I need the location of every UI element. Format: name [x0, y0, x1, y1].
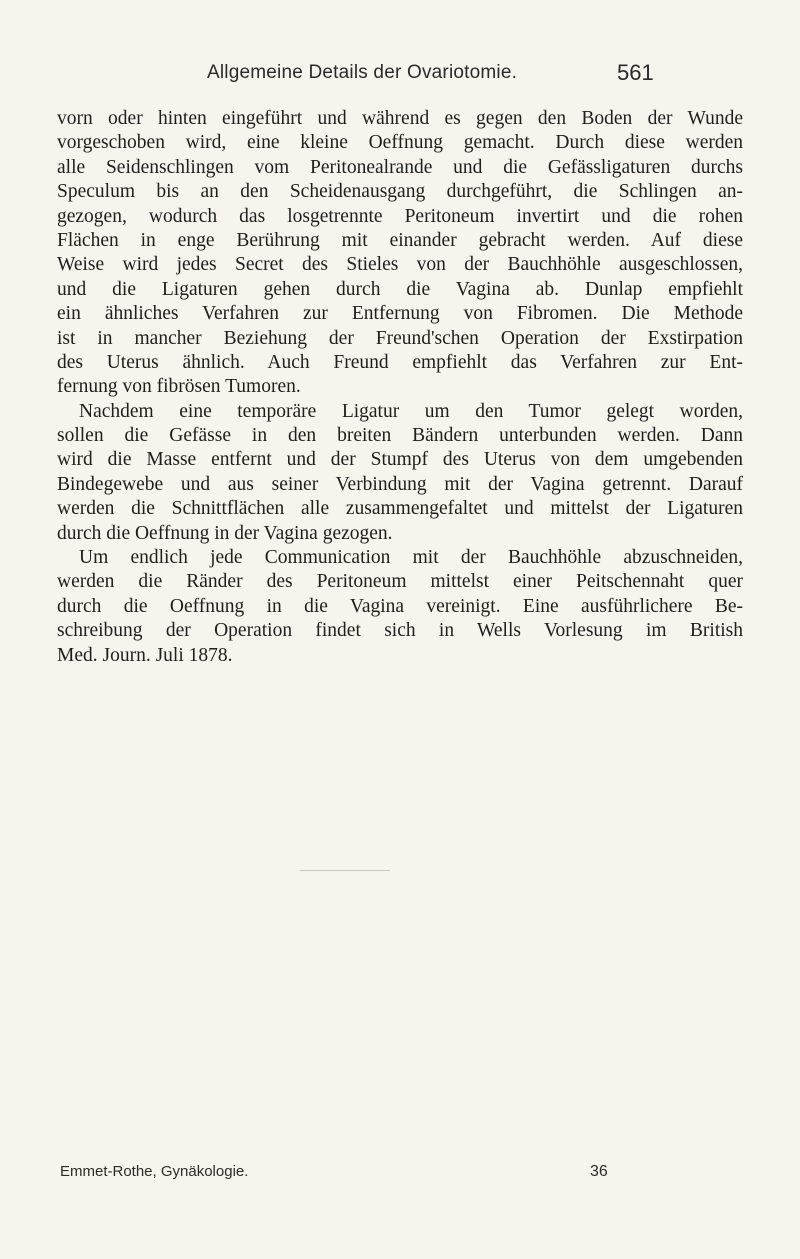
text-line: durch die Oeffnung in der Vagina gezogen.: [57, 522, 393, 544]
text-line: alle Seidenschlingen vom Peritonealrande und die Gefässligaturen durchs: [57, 156, 743, 178]
running-title: Allgemeine Details der Ovariotomie.: [207, 62, 518, 83]
text-line: des Uterus ähnlich. Auch Freund empfiehlt das Verfahren zur Ent-: [57, 351, 743, 373]
faint-rule: [300, 870, 390, 871]
text-line: vorgeschoben wird, eine kleine Oeffnung gemacht. Durch diese werden: [57, 132, 743, 154]
text-line: Bindegewebe und aus seiner Verbindung mit der Vagina getrennt. Darauf: [57, 473, 743, 495]
running-head: [0, 62, 800, 92]
text-line: ist in mancher Beziehung der Freund'schen Operation der Exstirpation: [57, 327, 743, 349]
text-line: und die Ligaturen gehen durch die Vagina ab. Dunlap empfiehlt: [57, 278, 743, 300]
text-line: Nachdem eine temporäre Ligatur um den Tumor gelegt worden,: [79, 400, 743, 422]
page-number: 561: [617, 60, 654, 85]
signature-mark: 36: [590, 1163, 608, 1180]
text-line: gezogen, wodurch das losgetrennte Peritoneum invertirt und die rohen: [57, 205, 743, 227]
text-line: Flächen in enge Berührung mit einander gebracht werden. Auf diese: [57, 229, 743, 251]
text-line: vorn oder hinten eingeführt und während es gegen den Boden der Wunde: [57, 108, 743, 129]
text-line: Speculum bis an den Scheidenausgang durchgeführt, die Schlingen an-: [57, 181, 743, 203]
text-line: Med. Journ. Juli 1878.: [57, 644, 233, 666]
text-line: Weise wird jedes Secret des Stieles von der Bauchhöhle ausgeschlossen,: [57, 254, 743, 276]
body-text: [57, 107, 743, 668]
text-line: ein ähnliches Verfahren zur Entfernung von Fibromen. Die Methode: [57, 303, 743, 325]
text-line: werden die Schnittflächen alle zusammengefaltet und mittelst der Ligaturen: [57, 498, 743, 520]
text-line: schreibung der Operation findet sich in Wells Vorlesung im British: [57, 620, 743, 642]
text-line: wird die Masse entfernt und der Stumpf des Uterus von dem umgebenden: [57, 449, 743, 471]
text-line: werden die Ränder des Peritoneum mittelst einer Peitschennaht quer: [57, 571, 743, 593]
text-line: sollen die Gefässe in den breiten Bändern unterbunden werden. Dann: [57, 425, 743, 447]
text-line: durch die Oeffnung in die Vagina vereinigt. Eine ausführlichere Be-: [57, 595, 743, 617]
text-line: Um endlich jede Communication mit der Bauchhöhle abzuschneiden,: [79, 547, 743, 569]
text-line: fernung von fibrösen Tumoren.: [57, 376, 301, 398]
footer-source: Emmet-Rothe, Gynäkologie.: [60, 1163, 249, 1180]
page-footer: [60, 1163, 760, 1187]
